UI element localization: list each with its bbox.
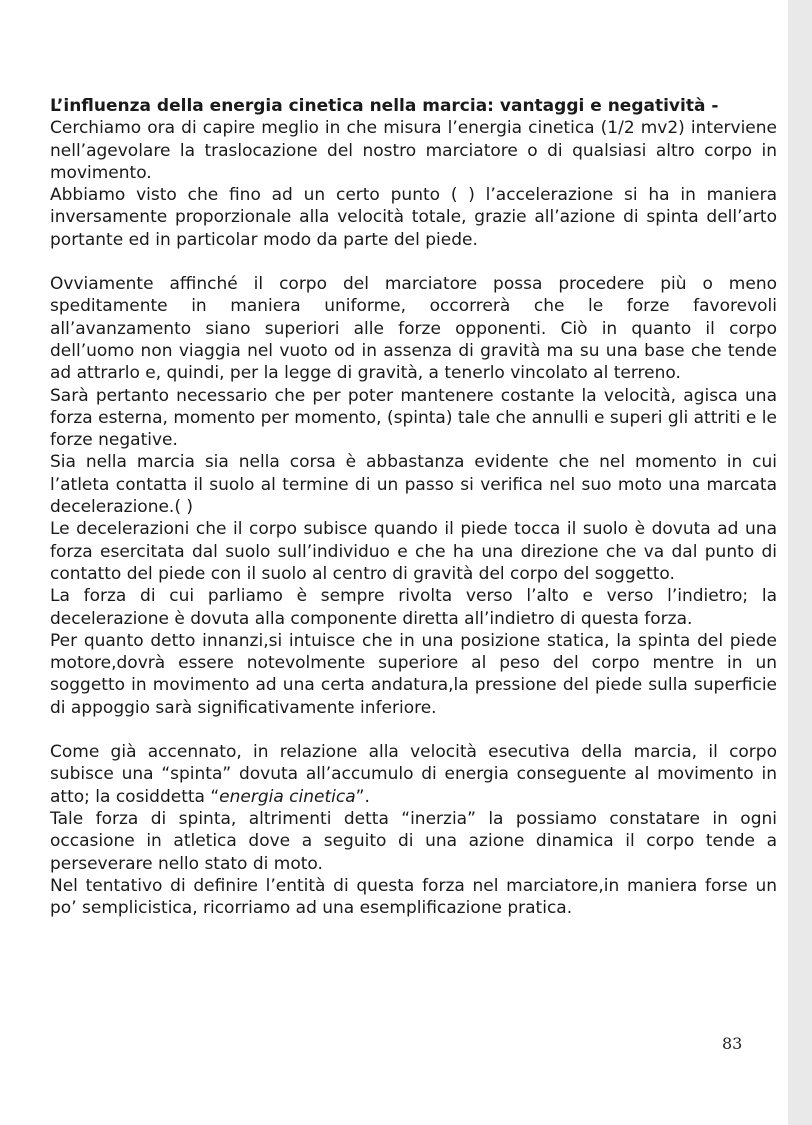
energy-emphasis: energia cinetica (219, 786, 356, 807)
paragraph-energy (50, 741, 777, 808)
paragraph-10: Nel tentativo di definire l’entità di questa forza nel marciatore,in maniera forse un po’ semplicistica, ricorriamo ad una esemplificazione pratica. (50, 875, 777, 919)
paragraph-7: La forza di cui parliamo è sempre rivolta verso l’alto e verso l’indietro; la decelerazione è dovuta alla componente diretta all’indietro di questa forza. (50, 586, 777, 629)
energy-text-after: ”. (355, 786, 370, 807)
paragraph-4: Sarà pertanto necessario che per poter mantenere costante la velocità, agisca una forza esterna, momento per momento, (spinta) tale che annulli e superi gli attriti e le forze negative. (50, 385, 777, 451)
page-edge-strip (788, 0, 812, 1125)
paragraph-2: Abbiamo visto che fino ad un certo punto ( ) l’accelerazione si ha in maniera inversamente proporzionale alla velocità totale, grazie all’azione di spinta dell’arto portante ed in particolar modo da parte del piede. (50, 185, 777, 250)
paragraph-6: Le decelerazioni che il corpo subisce quando il piede tocca il suolo è dovuta ad una forza esercitata dal suolo sull’individuo e che ha una direzione che va dal punto di contatto del piede con il suolo al centro di gravità del corpo del soggetto. (50, 519, 777, 584)
paragraph-gap (50, 251, 777, 273)
section-heading: L’influenza della energia cinetica nella marcia: vantaggi e negatività - (50, 96, 719, 116)
paragraph-9: Tale forza di spinta, altrimenti detta “inerzia” la possiamo constatare in ogni occasione in atletica dove a seguito di una azione dinamica il corpo tende a perseverare nello stato di moto. (50, 808, 777, 874)
page-number: 83 (722, 1034, 743, 1053)
paragraph-gap (50, 719, 777, 741)
energy-text-before: Come già accennato, in relazione alla velocità esecutiva della marcia, il corpo subisce una “spinta” dovuta all’accumulo di energia conseguente al movimento in atto; la cosiddetta “ (50, 742, 777, 807)
paragraph-5: Sia nella marcia sia nella corsa è abbastanza evidente che nel momento in cui l’atleta contatta il suolo al termine di un passo si verifica nel suo moto una marcata decelerazione.( ) (50, 452, 777, 518)
paragraph-3: Ovviamente affinché il corpo del marciatore possa procedere più o meno speditamente in maniera uniforme, occorrerà che le forze favorevoli all’avanzamento siano superiori alle forze opponenti. Ciò in quanto il corpo dell’uomo non viaggia nel vuoto od in assenza di gravità ma su una base che tende ad attrarlo e, quindi, per la legge di gravità, a tenerlo vincolato al terreno. (50, 274, 777, 384)
paragraph-8: Per quanto detto innanzi,si intuisce che in una posizione statica, la spinta del piede motore,dovrà essere notevolmente superiore al peso del corpo mentre in un soggetto in movimento ad una certa andatura,la pressione del piede sulla superficie di appoggio sarà significativamente inferiore. (50, 630, 777, 718)
page-content (50, 95, 777, 919)
paragraph-1: Cerchiamo ora di capire meglio in che misura l’energia cinetica (1/2 mv2) interviene nell’agevolare la traslocazione del nostro marciatore o di qualsiasi altro corpo in movimento. (50, 118, 777, 183)
